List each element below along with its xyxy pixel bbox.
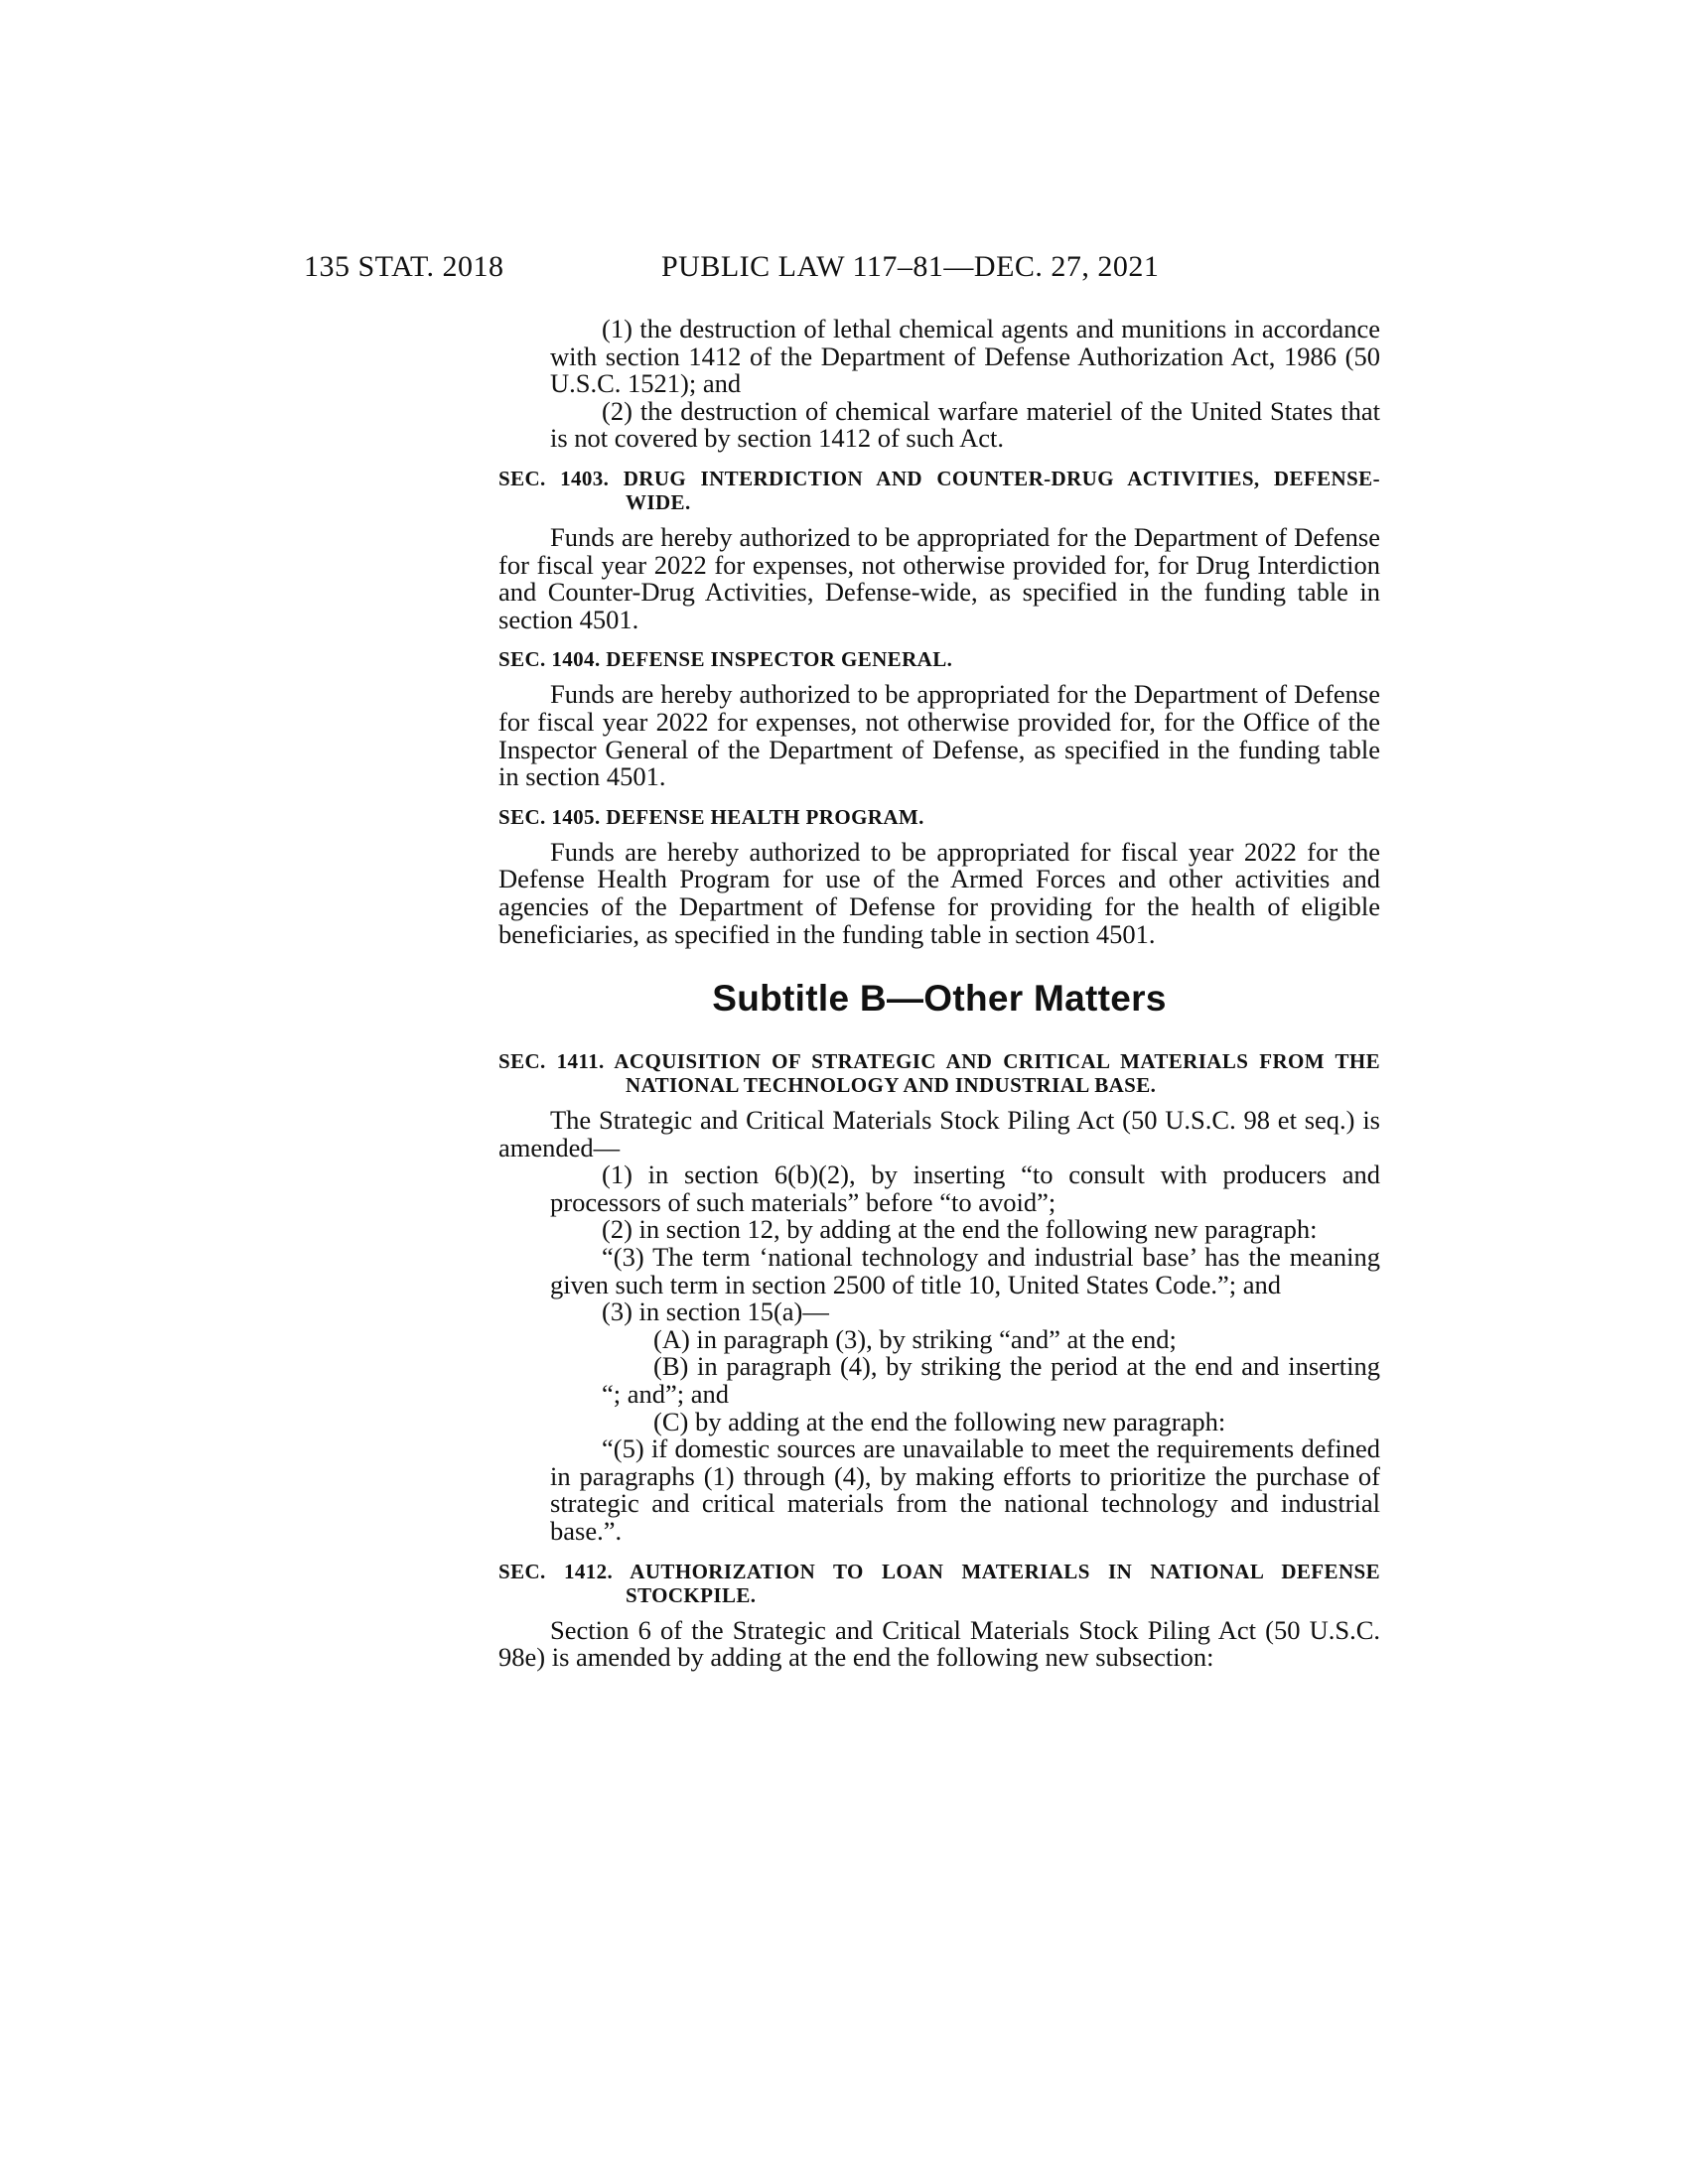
section-1404-text: Funds are hereby authorized to be appropriated for the Department of Defense for fiscal year 2022 for expenses, not otherwise provided for, for the Office of the Inspector General of the Department of Defense, as specified in the funding table in section 4501. [498,679,1380,792]
amendment-3: (3) in section 15(a)— [602,1297,829,1327]
page-header [304,250,1197,290]
subtitle-heading: Subtitle B—Other Matters [712,978,1167,1020]
amendment-1: (1) in section 6(b)(2), by inserting “to consult with producers and processors of such materials” before “to avoid”; [550,1160,1380,1217]
section-1411-heading: SEC. 1411. ACQUISITION OF STRATEGIC AND CRITICAL MATERIALS FROM THE NATIONAL TECHNOLOGY AND INDUSTRIAL BASE. [498,1049,1380,1098]
amendment-2: (2) in section 12, by adding at the end the following new paragraph: [602,1214,1318,1245]
amendment-3-a: (A) in paragraph (3), by striking “and” at the end; [653,1323,1177,1354]
amendment-3-b: (B) in paragraph (4), by striking the period at the end and inserting “; and”; and [602,1351,1380,1410]
section-1411-intro: The Strategic and Critical Materials Stock Piling Act (50 U.S.C. 98 et seq.) is amended— [498,1105,1380,1162]
quoted-paragraph-3: “(3) The term ‘national technology and industrial base’ has the meaning given such term in section 2500 of title 10, United States Code.”; and [550,1242,1380,1299]
section-1412-text: Section 6 of the Strategic and Critical Materials Stock Piling Act (50 U.S.C. 98e) is amended by adding at the end the following new subsection: [498,1614,1380,1673]
section-1403-heading: SEC. 1403. DRUG INTERDICTION AND COUNTER-DRUG ACTIVITIES, DEFENSE-WIDE. [498,466,1380,514]
quoted-paragraph-5: “(5) if domestic sources are unavailable to meet the requirements defined in paragraphs (1) through (4), by making efforts to prioritize the purchase of strategic and critical materials from the national technology and industrial base.”. [550,1433,1380,1546]
paragraph-2: (2) the destruction of chemical warfare materiel of the United States that is not covered by section 1412 of such Act. [550,395,1380,454]
section-1405-text: Funds are hereby authorized to be appropriated for fiscal year 2022 for the Defense Health Program for use of the Armed Forces and other activities and agencies of the Department of Defense for providing for the health of eligible beneficiaries, as specified in the funding table in section 4501. [498,836,1380,949]
statute-page-number: 135 STAT. 2018 [304,250,504,283]
document-body [498,316,1380,1672]
section-1405-heading: SEC. 1405. DEFENSE HEALTH PROGRAM. [498,804,924,829]
section-1403-text: Funds are hereby authorized to be appropriated for the Department of Defense for fiscal year 2022 for expenses, not otherwise provided for, for Drug Interdiction and Counter-Drug Activities, Defense-wide, as specified in the funding table in section 4501. [498,521,1380,634]
section-1412-heading: SEC. 1412. AUTHORIZATION TO LOAN MATERIALS IN NATIONAL DEFENSE STOCKPILE. [498,1559,1380,1607]
paragraph-1: (1) the destruction of lethal chemical agents and munitions in accordance with section 1412 of the Department of Defense Authorization Act, 1986 (50 U.S.C. 1521); and [550,314,1380,399]
public-law-citation: PUBLIC LAW 117–81—DEC. 27, 2021 [661,250,1160,283]
amendment-3-c: (C) by adding at the end the following new paragraph: [653,1406,1226,1436]
section-1404-heading: SEC. 1404. DEFENSE INSPECTOR GENERAL. [498,647,953,672]
